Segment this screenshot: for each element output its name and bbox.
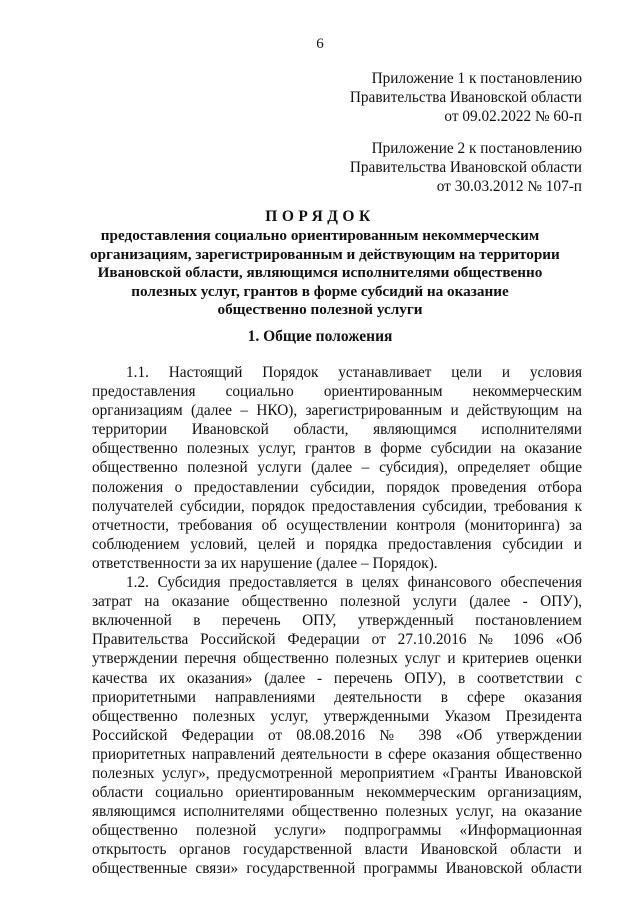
document-subtitle [90, 227, 560, 320]
text-line: полезных услуг», предусмотренной мероприятием «Гранты Ивановской [92, 764, 582, 782]
appendix-1-line: Правительства Ивановской области [349, 89, 582, 106]
text-line: утверждении перечня общественно полезных услуг и критериев оценки [92, 650, 582, 668]
text-line: общественно полезных услуг, утвержденными Указом Президента [92, 707, 582, 725]
text-line: Правительства Российской Федерации от 27.10.2016 № 1096 «Об [92, 631, 582, 649]
text-line: 1.1. Настоящий Порядок устанавливает цели и условия [126, 364, 582, 381]
text-line: качества их оказания» (далее - перечень ОПУ), в соответствии с [92, 669, 582, 687]
text-line: Российской Федерации от 08.08.2016 № 398 «Об утверждении [92, 726, 582, 744]
text-line: общественно полезных услуг, грантов в форме субсидии на оказание [92, 440, 582, 458]
text-line: получателей субсидии, порядок предоставления субсидии, требования к [92, 497, 582, 515]
subtitle-line: предоставления социально ориентированным некоммерческим [100, 227, 540, 244]
text-line: предоставления социально ориентированным некоммерческим [92, 383, 582, 401]
appendix-2-line: Приложение 2 к постановлению [371, 140, 582, 157]
subtitle-line: общественно полезной услуги [217, 301, 423, 318]
appendix-2-line: Правительства Ивановской области [349, 159, 582, 176]
text-line: приоритетными направлениями деятельности в сфере оказания [92, 688, 582, 706]
page-number: 6 [316, 36, 324, 52]
text-line: положения о предоставлении субсидии, порядок проведения отбора [92, 478, 582, 496]
text-line: отчетности, требования об осуществлении контроля (мониторинга) за [92, 516, 582, 534]
text-line: приоритетных направлений деятельности в сфере оказания общественно [92, 745, 582, 763]
appendix-1-line: от 09.02.2022 № 60-п [444, 108, 582, 125]
appendix-2-line: от 30.03.2012 № 107-п [436, 178, 582, 195]
text-line: соблюдением условий, целей и порядка предоставления субсидии и [92, 535, 582, 553]
text-line: ответственности за их нарушение (далее – Порядок). [92, 554, 438, 572]
appendix-1-line: Приложение 1 к постановлению [371, 70, 582, 87]
text-line: общественно полезной услуги» подпрограммы «Информационная [92, 822, 582, 840]
subtitle-line: Ивановской области, являющимся исполнителями общественно [97, 264, 543, 281]
text-line: территории Ивановской области, являющимся исполнителями [92, 421, 582, 439]
text-line: организациям (далее – НКО), зарегистрированным и действующим на [92, 402, 582, 420]
subtitle-line: полезных услуг, грантов в форме субсидий на оказание [131, 282, 509, 300]
text-line: общественно полезной услуги (далее – субсидия), определяет общие [92, 459, 582, 477]
section-heading: 1. Общие положения [247, 328, 393, 345]
text-line: открытость органов государственной власти Ивановской области и [92, 841, 582, 859]
body-text [92, 363, 582, 879]
text-line: включенной в перечень ОПУ, утвержденный постановлением [92, 612, 582, 630]
paragraph-2 [92, 573, 582, 879]
document-title: ПОРЯДОК [265, 208, 375, 225]
text-line: области социально ориентированным некоммерческим организациям, [92, 784, 582, 802]
appendix-2-header [350, 139, 582, 196]
text-line: общественные связи» государственной программы Ивановской области [92, 860, 582, 878]
appendix-1-header [350, 69, 582, 126]
text-line: затрат на оказание общественно полезной услуги (далее - ОПУ), [92, 593, 582, 611]
text-line: 1.2. Субсидия предоставляется в целях финансового обеспечения [126, 574, 582, 592]
text-line: являющимся исполнителями общественно полезных услуг, на оказание [92, 803, 582, 821]
subtitle-line: организациям, зарегистрированным и действующим на территории [90, 245, 560, 263]
paragraph-1 [92, 363, 582, 573]
